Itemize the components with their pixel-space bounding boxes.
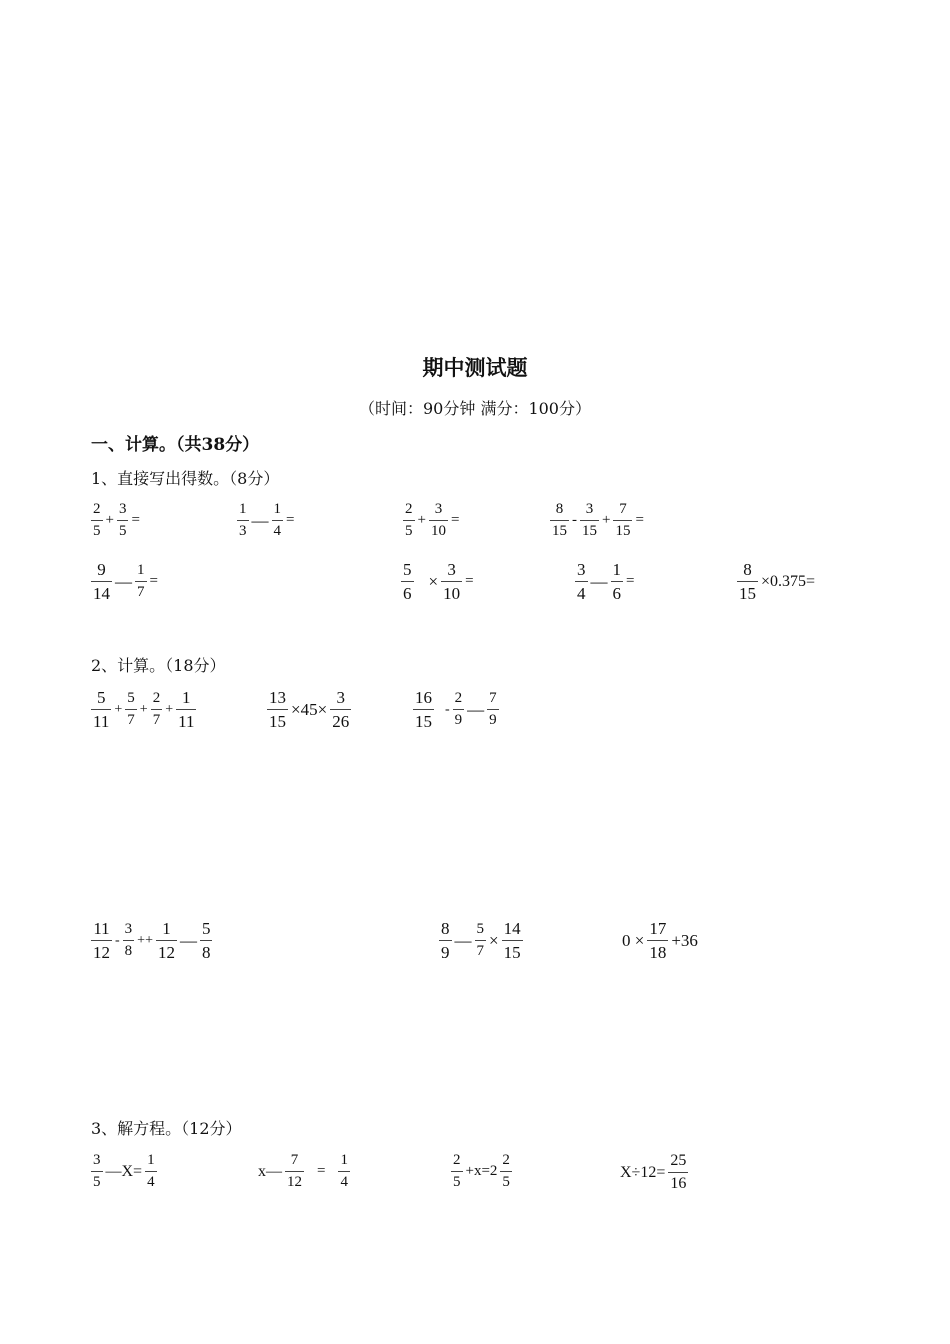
page-title: 期中测试题 — [422, 355, 528, 380]
fraction: $\frac{3}{5}$ — [118, 501, 127, 539]
part3-heading: 3、解方程。（12分） — [91, 1119, 242, 1138]
fraction: $\frac{1}{4}$ — [147, 1152, 155, 1190]
p1-expr-8 — [736, 561, 817, 602]
operator: ×0.375= — [761, 572, 816, 590]
operator: + — [602, 512, 611, 528]
fraction: $\frac{2}{5}$ — [502, 1152, 510, 1190]
operator: = — [131, 512, 140, 528]
fraction: $\frac{8}{15}$ — [552, 501, 567, 539]
section-heading: 一、计算。（共38分） — [91, 435, 260, 455]
fraction: $\frac{16}{15}$ — [415, 688, 432, 731]
fraction: $\frac{3}{8}$ — [124, 921, 133, 959]
part1-heading: 1、直接写出得数。（8分） — [91, 469, 280, 488]
fraction: $\frac{1}{4}$ — [340, 1152, 348, 1190]
fraction: $\frac{1}{3}$ — [239, 501, 247, 539]
p2-expr-1 — [90, 689, 197, 730]
p1-expr-7 — [574, 561, 636, 602]
operator: ×45× — [291, 699, 328, 719]
operator: + — [105, 512, 114, 528]
operator: + — [139, 701, 148, 717]
operator: —X= — [105, 1162, 143, 1180]
operator: - — [445, 701, 450, 717]
operator: = — [635, 512, 644, 528]
fraction: $\frac{11}{12}$ — [93, 919, 110, 962]
fraction: $\frac{2}{9}$ — [454, 690, 463, 728]
exam-info: （时间：90分钟 满分：100分） — [359, 399, 591, 418]
fraction: $\frac{5}{6}$ — [403, 560, 412, 603]
fraction: $\frac{5}{7}$ — [476, 921, 484, 959]
fraction: $\frac{9}{14}$ — [93, 560, 110, 603]
p2-expr-4 — [90, 920, 213, 961]
operator: x— — [258, 1162, 282, 1180]
fraction: $\frac{1}{7}$ — [137, 562, 145, 600]
fraction: $\frac{3}{5}$ — [93, 1152, 101, 1190]
operator: = — [286, 512, 295, 528]
p2-expr-6 — [620, 920, 700, 961]
fraction: $\frac{13}{15}$ — [269, 688, 286, 731]
operator: × — [428, 571, 439, 591]
fraction: $\frac{5}{8}$ — [201, 919, 211, 962]
operator: +36 — [671, 930, 698, 950]
fraction: $\frac{1}{11}$ — [178, 688, 195, 731]
p2-expr-5 — [438, 920, 524, 961]
operator: × — [489, 930, 499, 950]
p1-expr-4 — [549, 502, 646, 539]
fraction: $\frac{3}{10}$ — [430, 501, 446, 539]
operator: — — [590, 571, 608, 591]
operator: — — [454, 930, 472, 950]
fraction: $\frac{17}{18}$ — [649, 919, 667, 962]
p2-expr-3 — [412, 689, 500, 730]
fraction: $\frac{25}{16}$ — [670, 1152, 687, 1192]
operator: = — [149, 573, 158, 589]
operator: — — [251, 510, 269, 530]
operator: — — [115, 571, 132, 591]
p1-expr-2 — [236, 502, 296, 539]
operator: = — [317, 1163, 326, 1179]
operator: ++ — [137, 932, 153, 948]
operator: — — [467, 699, 485, 719]
fraction: $\frac{3}{10}$ — [443, 560, 461, 603]
fraction: $\frac{3}{26}$ — [332, 688, 350, 731]
operator: - — [572, 512, 577, 528]
fraction: $\frac{1}{6}$ — [612, 560, 621, 603]
p1-expr-1 — [90, 502, 142, 539]
fraction: $\frac{3}{4}$ — [577, 560, 586, 603]
operator: + — [165, 701, 174, 717]
fraction: $\frac{2}{5}$ — [93, 501, 101, 539]
operator: +x=2 — [465, 1163, 498, 1179]
operator: — — [179, 930, 197, 950]
operator: = — [626, 573, 635, 589]
p3-eq-1 — [90, 1153, 158, 1190]
operator: 0 × — [622, 930, 645, 950]
p3-eq-4 — [618, 1153, 689, 1192]
operator: = — [450, 512, 460, 528]
fraction: $\frac{3}{15}$ — [582, 501, 597, 539]
operator: - — [115, 932, 120, 948]
fraction: $\frac{5}{11}$ — [93, 688, 110, 731]
p1-expr-3 — [402, 502, 461, 539]
fraction: $\frac{8}{15}$ — [739, 560, 756, 603]
p1-expr-6 — [400, 561, 476, 602]
p2-expr-2 — [266, 689, 352, 730]
fraction: $\frac{7}{12}$ — [287, 1152, 302, 1190]
fraction: $\frac{2}{7}$ — [152, 690, 161, 728]
p3-eq-2 — [256, 1153, 351, 1190]
fraction: $\frac{1}{12}$ — [157, 919, 175, 962]
operator: = — [465, 573, 474, 589]
fraction: $\frac{2}{5}$ — [453, 1152, 461, 1190]
fraction: $\frac{5}{7}$ — [127, 690, 135, 728]
fraction: $\frac{14}{15}$ — [503, 919, 521, 962]
fraction: $\frac{7}{15}$ — [615, 501, 631, 539]
fraction: $\frac{1}{4}$ — [273, 501, 281, 539]
part2-heading: 2、计算。（18分） — [91, 656, 226, 675]
p3-eq-3 — [450, 1153, 513, 1190]
operator: + — [417, 512, 426, 528]
operator: X÷12= — [620, 1163, 666, 1181]
operator: + — [114, 701, 123, 717]
fraction: $\frac{2}{5}$ — [405, 501, 413, 539]
fraction: $\frac{7}{9}$ — [489, 690, 497, 728]
fraction: $\frac{8}{9}$ — [441, 919, 450, 962]
p1-expr-5 — [90, 561, 160, 602]
